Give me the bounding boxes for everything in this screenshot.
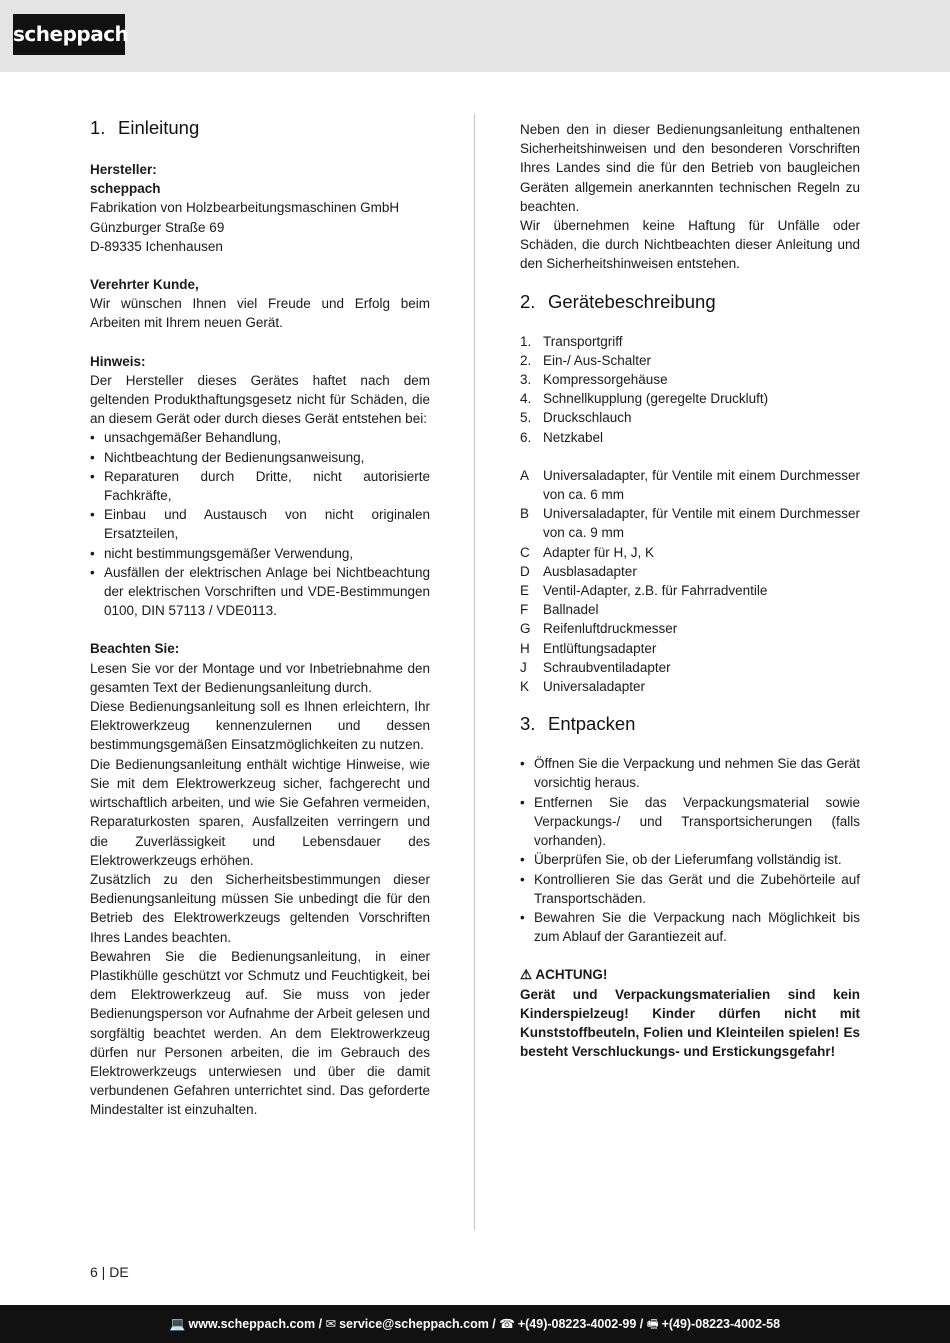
accessories-list bbox=[520, 466, 860, 696]
observe-heading: Beachten Sie: bbox=[90, 641, 180, 657]
section-title: Entpacken bbox=[548, 713, 636, 735]
item-text: Transportgriff bbox=[543, 333, 623, 349]
item-marker: H bbox=[520, 640, 530, 656]
note-heading: Hinweis: bbox=[90, 353, 146, 369]
item-text: Ein-/ Aus-Schalter bbox=[543, 352, 652, 368]
list-item bbox=[520, 408, 860, 427]
footer-fax: +(49)-08223-4002-58 bbox=[661, 1317, 781, 1331]
list-item bbox=[520, 351, 860, 370]
header-bar bbox=[0, 0, 950, 72]
list-item: • Einbau und Austausch von nicht originalen Ersatzteilen, bbox=[90, 505, 430, 543]
list-item: • Reparaturen durch Dritte, nicht autorisierte Fachkräfte, bbox=[90, 467, 430, 505]
item-text: Ballnadel bbox=[543, 602, 599, 618]
left-column bbox=[90, 116, 430, 1120]
section-heading-entpacken bbox=[520, 712, 860, 736]
footer-bar: 💻 www.scheppach.com / ✉ service@scheppach.com / ☎ +(49)-08223-4002-99 / 🖷 +(49)-08223-4002-58 bbox=[0, 1305, 950, 1343]
item-marker: J bbox=[520, 659, 527, 675]
section-number: 3. bbox=[520, 713, 536, 735]
item-text: Universaladapter bbox=[543, 679, 646, 695]
list-item: • Ausfällen der elektrischen Anlage bei Nichtbeachtung der elektrischen Vorschriften und VDE-Bestimmungen 0100, DIN 57113 / VDE0113. bbox=[90, 563, 430, 621]
note-text: Der Hersteller dieses Gerätes haftet nach dem geltenden Produkthaftungsgesetz nicht für Schäden, die an diesem Gerät oder durch dieses Gerät entstehen bei: bbox=[90, 372, 430, 427]
item-text: Ventil-Adapter, z.B. für Fahrradventile bbox=[543, 583, 768, 599]
item-marker: 1. bbox=[520, 333, 532, 349]
page-number-value: 6 bbox=[90, 1264, 98, 1280]
list-item bbox=[520, 332, 860, 351]
paragraph: Bewahren Sie die Bedienungsanleitung, in einer Plastikhülle geschützt vor Schmutz und Feuchtigkeit, bei dem Elektrowerkzeug auf. Sie muss von jeder Bedienungsperson vor Aufnahme der Arbeit gelesen und sorgfältig beachtet werden. An dem Elektrowerkzeug dürfen nur Personen arbeiten, die im Gebrauch des Elektrowerkzeugs unterwiesen und über die damit verbundenen Gefahren unterrichtet sind. Das geforderte Mindestalter ist einzuhalten. bbox=[90, 948, 430, 1118]
address-line: Günzburger Straße 69 bbox=[90, 219, 225, 235]
phone-icon: ☎ bbox=[499, 1317, 515, 1331]
section-title: Gerätebeschreibung bbox=[548, 290, 716, 312]
item-marker: E bbox=[520, 583, 530, 599]
page-number: 6 | DE bbox=[90, 1264, 129, 1280]
list-item: • Nichtbeachtung der Bedienungsanweisung, bbox=[90, 448, 430, 467]
paragraph: Lesen Sie vor der Montage und vor Inbetriebnahme den gesamten Text der Bedienungsanleitung durch. bbox=[90, 660, 430, 695]
item-marker: K bbox=[520, 679, 530, 695]
item-text: Schraubventiladapter bbox=[543, 659, 671, 675]
item-marker: 3. bbox=[520, 372, 532, 388]
item-text: Ausblasadapter bbox=[543, 563, 637, 579]
list-item: • Entfernen Sie das Verpackungsmaterial sowie Verpackungs-/ und Transportsicherungen (falls vorhanden). bbox=[520, 793, 860, 851]
paragraph: Zusätzlich zu den Sicherheitsbestimmungen dieser Bedienungsanleitung müssen Sie unbedingt die für den Betrieb des Elektrowerkzeugs geltenden Vorschriften Ihres Landes beachten. bbox=[90, 871, 430, 945]
item-text: Netzkabel bbox=[543, 429, 604, 445]
list-item bbox=[520, 389, 860, 408]
list-item: • Öffnen Sie die Verpackung und nehmen Sie das Gerät vorsichtig heraus. bbox=[520, 754, 860, 792]
item-marker: 4. bbox=[520, 391, 532, 407]
paragraph: Neben den in dieser Bedienungsanleitung enthaltenen Sicherheitshinweisen und den besonderen Vorschriften Ihres Landes sind die für den Betrieb von baugleichen Geräten allgemein anerkannten technischen Regeln zu beachten. bbox=[520, 122, 860, 214]
customer-text: Wir wünschen Ihnen viel Freude und Erfolg beim Arbeiten mit Ihrem neuen Gerät. bbox=[90, 296, 430, 331]
warning-text: Gerät und Verpackungsmaterialien sind kein Kinderspielzeug! Kinder dürfen nicht mit Kunststoffbeuteln, Folien und Kleinteilen spielen! Es besteht Verschluckungs- und Erstickungsgefahr! bbox=[520, 986, 860, 1060]
mail-icon: ✉ bbox=[325, 1317, 337, 1331]
warning-heading-text: ACHTUNG! bbox=[535, 967, 608, 983]
item-marker: F bbox=[520, 602, 529, 618]
section-title: Einleitung bbox=[118, 117, 200, 138]
list-item bbox=[520, 639, 860, 658]
item-marker: B bbox=[520, 506, 530, 522]
list-item bbox=[520, 370, 860, 389]
paragraph: Die Bedienungsanleitung enthält wichtige Hinweise, wie Sie mit dem Elektrowerkzeug sicher, fachgerecht und wirtschaftlich arbeiten, und wie Sie Gefahren vermeiden, Reparaturkosten sparen, Ausfallzeiten verringern und die Zuverlässigkeit und Lebensdauer des Elektrowerkzeugs erhöhen. bbox=[90, 756, 430, 868]
computer-icon: 💻 bbox=[169, 1317, 186, 1331]
unpacking-list bbox=[520, 754, 860, 946]
section-number: 2. bbox=[520, 290, 536, 312]
item-text: Druckschlauch bbox=[543, 410, 632, 426]
item-marker: G bbox=[520, 621, 531, 637]
section-number: 1. bbox=[90, 117, 106, 138]
item-marker: D bbox=[520, 563, 530, 579]
section-heading-einleitung bbox=[90, 116, 430, 140]
item-text: Universaladapter, für Ventile mit einem Durchmesser von ca. 9 mm bbox=[543, 506, 860, 541]
list-item bbox=[520, 619, 860, 638]
item-text: Universaladapter, für Ventile mit einem Durchmesser von ca. 6 mm bbox=[543, 467, 860, 503]
list-item bbox=[520, 466, 860, 504]
fax-icon: 🖷 bbox=[646, 1317, 659, 1331]
footer-website[interactable]: www.scheppach.com bbox=[188, 1317, 316, 1331]
scheppach-logo: scheppach bbox=[13, 14, 125, 55]
manufacturer-name: scheppach bbox=[90, 181, 161, 197]
address-line: D-89335 Ichenhausen bbox=[90, 238, 223, 254]
list-item bbox=[520, 581, 860, 600]
footer-phone: +(49)-08223-4002-99 bbox=[517, 1317, 637, 1331]
item-marker: C bbox=[520, 544, 530, 560]
item-text: Adapter für H, J, K bbox=[543, 544, 655, 560]
item-marker: 6. bbox=[520, 429, 532, 445]
list-item bbox=[520, 658, 860, 677]
item-text: Reifenluftdruckmesser bbox=[543, 621, 678, 637]
item-marker: 5. bbox=[520, 410, 532, 426]
item-text: Schnellkupplung (geregelte Druckluft) bbox=[543, 391, 769, 407]
right-column bbox=[520, 120, 860, 1061]
manufacturer-label: Hersteller: bbox=[90, 162, 157, 177]
list-item: • nicht bestimmungsgemäßer Verwendung, bbox=[90, 544, 430, 563]
item-text: Entlüftungsadapter bbox=[543, 640, 657, 656]
paragraph: Wir übernehmen keine Haftung für Unfälle oder Schäden, die durch Nichtbeachten dieser Anleitung und den Sicherheitshinweisen entstehen. bbox=[520, 218, 860, 272]
list-item bbox=[520, 600, 860, 619]
list-item: • Bewahren Sie die Verpackung nach Möglichkeit bis zum Ablauf der Garantiezeit auf. bbox=[520, 908, 860, 946]
item-marker: A bbox=[520, 467, 530, 483]
list-item: • Überprüfen Sie, ob der Lieferumfang vollständig ist. bbox=[520, 850, 860, 869]
item-marker: 2. bbox=[520, 352, 532, 368]
list-item bbox=[520, 543, 860, 562]
parts-list bbox=[520, 332, 860, 447]
address-line: Fabrikation von Holzbearbeitungsmaschinen GmbH bbox=[90, 200, 400, 216]
list-item bbox=[520, 562, 860, 581]
footer-email[interactable]: service@scheppach.com bbox=[339, 1317, 489, 1331]
list-item: • Kontrollieren Sie das Gerät und die Zubehörteile auf Transportschäden. bbox=[520, 870, 860, 908]
customer-heading: Verehrter Kunde, bbox=[90, 277, 199, 293]
warning-icon: ⚠ bbox=[520, 967, 533, 983]
column-divider bbox=[474, 114, 475, 1230]
list-item bbox=[520, 428, 860, 447]
list-item bbox=[520, 677, 860, 696]
list-item bbox=[520, 504, 860, 542]
item-text: Kompressorgehäuse bbox=[543, 372, 668, 388]
note-list bbox=[90, 428, 430, 620]
page-language: DE bbox=[109, 1264, 129, 1280]
list-item: • unsachgemäßer Behandlung, bbox=[90, 428, 430, 447]
paragraph: Diese Bedienungsanleitung soll es Ihnen erleichtern, Ihr Elektrowerkzeug kennenzulernen und dessen bestimmungsgemäßen Einsatzmöglichkeiten zu nutzen. bbox=[90, 699, 430, 753]
section-heading-geraetebeschreibung bbox=[520, 290, 860, 314]
warning-heading bbox=[520, 965, 860, 984]
